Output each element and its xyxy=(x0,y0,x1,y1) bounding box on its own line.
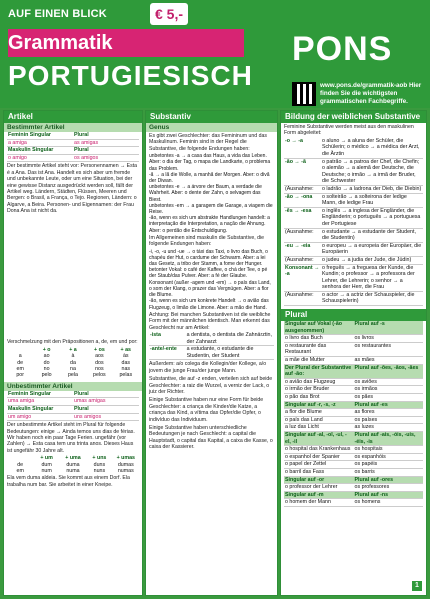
table-row: (Ausnahme: o judeu → a judia der Jude, die Jüdin) xyxy=(284,257,423,265)
list-item: -i, -o, -u und -ue → o táxi das Taxi, o livro das Buch, o chapéu der Hut, o cardume der Schwarm. Aber: a lei das Gesetz, a tribo der Stamm, a fome der Hunger. xyxy=(149,248,268,268)
table-row: a amiga as amigas xyxy=(7,140,139,148)
masculine-endings-list xyxy=(146,249,277,311)
artikel-column xyxy=(3,110,143,596)
unbestimmt-usage-text: Der unbestimmte Artikel steht im Plural für folgende Bedeutungen: einige → Ainda temos uns dias de férias. Wir haben noch ein paar Tage Ferien. ungefähr (vor Zahlen) → Esta casa tem uns trinta anos. Dieses Haus ist ungefähr 30 Jahre alt. xyxy=(7,422,135,454)
table-row: Konsonant → -a o freguês → a freguesa der Kunde, die Kundin; o professor → a professora der Lehrer, die Lehrerin; o senhor → a senhora der Herr, die Frau xyxy=(284,265,423,292)
pons-logo: PONS xyxy=(292,30,393,68)
ista-table xyxy=(146,332,277,360)
table-row: -ão → -ã o patrão → a patroa der Chef, die Chefin; o alemão → a alemã der Deutsche, die Deutsche; o irmão → a irmã der Bruder, die Schwester xyxy=(284,159,423,186)
book-subtitle: Grammatik xyxy=(8,29,244,57)
series-title: AUF EINEN BLICK xyxy=(8,8,107,20)
list-item: unbetontes -a → a casa das Haus, a vida das Leben. Aber: o dia der Tag, o mapa die Landkarte, o problema das Problem. xyxy=(149,153,271,172)
plural-header: Plural xyxy=(281,309,426,321)
table-row: Singular auf -r, -s, -z Plural auf -es xyxy=(284,402,423,410)
table-row: a mãe die Mutter as mães xyxy=(284,357,423,365)
list-item: -ão, wenn es sich um konkrete Handelt → o avião das Flugzeug, o limão die Limone. Aber: a mão die Hand. xyxy=(149,298,269,311)
table-row: Maskulin Singular Plural xyxy=(7,147,139,155)
bestimmt-usage-text: Der bestimmte Artikel steht vor: Personennamen → Esta é a Ana. Das ist Ana. Handelt es sich aber um fremde und unbekannte Leute, oder um eine Situation, bei der eine gewisse Distanz ausgedrückt werden soll, fällt der Artikel weg. Ländern, Städten, Flüssen, Meeren und Bergen: o Brasil, a França, o Tejo. Regionen, Ländern: o Algarve, a Beira. Personen- und Eigennamen: der Frau Dona Ana ist nicht da. xyxy=(7,163,138,215)
bestimmt-table xyxy=(4,132,142,162)
table-row: Singular auf -or Plural auf -ores xyxy=(284,477,423,485)
single-form-text: Einige Substantive haben nur eine Form für beide Geschlechter: a criança die Kinder/die Katze, a criança das Kind, a vítima das Opfer/die Opfer, o indivíduo das Individuum. xyxy=(149,397,264,423)
list-item: -ão, wenn es sich um abstrakte Handlungen handelt: a interpretação die Interpretation, a nação die Ahnung. Aber: o perdão die Entschuldigung. xyxy=(149,215,270,234)
promo-text: www.pons.de/grammatik-aob Hier finden Sie die wichtigsten grammatischen Fachbegriffe. xyxy=(320,82,422,105)
table-row: (Ausnahme: o ladrão → a ladrona der Dieb, die Diebin) xyxy=(285,185,422,192)
table-row: -ão → -ona o solteirão → a solteirona der ledige Mann, die ledige Frau xyxy=(284,194,423,208)
table-row: o país das Land os países xyxy=(284,417,423,425)
table-row: o hospital das Krankenhaus os hospitais xyxy=(284,446,423,454)
table-row: (Ausnahme: o actor → a actriz der Schauspieler, die Schauspielerin) xyxy=(284,292,423,306)
feminine-formation-header: Bildung der weiblichen Substantive xyxy=(281,111,426,123)
plural-table xyxy=(281,321,426,507)
table-row: o amigo os amigos xyxy=(7,155,139,163)
feminine-endings-list xyxy=(146,153,277,234)
qr-code-icon xyxy=(292,82,316,106)
list-item: Konsonant (außer -agem und -em) → o país das Land, o som der Klang, o prazer das Vergnügen. Aber: a flor die Blume. xyxy=(149,279,271,299)
table-row: Singular auf -m Plural auf -ns xyxy=(284,492,423,500)
genus-header: Genus xyxy=(146,123,277,132)
table-row: a flor die Blume as flores xyxy=(284,409,423,417)
table-row: o restaurante das Restaurant os restaurantes xyxy=(284,343,423,357)
table-row: o avião das Flugzeug os aviões xyxy=(284,379,423,387)
list-item: betonter Vokal: o café der Kaffee, o chá der Tee, o pé der Staub/das Pulver. Aber: a fé der Glaube. xyxy=(149,267,268,280)
table-row: o papel der Zettel os papéis xyxy=(284,461,423,469)
table-row: -eu → -eia o europeu → a europeia der Europäer, die Europäerin xyxy=(285,242,422,256)
table-row: o pão das Brot os pães xyxy=(284,394,423,402)
formation-table xyxy=(281,138,426,306)
footer-example-text: Ela vem duma aldeia. Sie kommt aus einem Dorf. Ela trabalha num bar. Sie arbeitet in einer Kneipe. xyxy=(7,475,130,488)
table-row: uma amiga umas amigas xyxy=(7,398,139,406)
table-row: -ês → -esa o inglês → a inglesa der Engländer, die Engländerin; o português → a portuguesa der Portugiese xyxy=(284,208,423,229)
unbestimmter-artikel-header: Unbestimmter Artikel xyxy=(4,382,142,391)
meaning-text: Einige Substantive haben unterschiedliche Bedeutungen je nach Geschlecht: a capital die Hauptstadt, o capital das Kapital, a caixa die Kasse, o caixa der Kassierer. xyxy=(149,424,273,451)
genus-intro-text: Es gibt zwei Geschlechter: das Femininum und das Maskulinum. Feminin sind in der Regel die Substantive, die folgende Endungen haben: xyxy=(149,133,267,152)
page-header xyxy=(0,0,430,108)
table-row: -ista a dentista, o dentista die Zahnärztin, der Zahnarzt xyxy=(149,332,274,346)
ausserdem-text: Außerdem: a/o colega die Kollegin/der Kollege, a/o jovem die junge Frau/der junge Mann. xyxy=(149,361,267,374)
book-title: PORTUGIESISCH xyxy=(8,60,253,91)
page-number: 1 xyxy=(412,581,422,591)
achtung-text: Achtung: Bei manchen Substantiven ist die weibliche Form mit der männlichen identisch. Man erkennt das Geschlecht nur am Artikel: xyxy=(149,311,271,331)
table-row: o professor der Lehrer os professores xyxy=(284,484,423,492)
table-row: o barril das Fass os barris xyxy=(284,469,423,477)
contraction-text: Verschmelzung mit den Präpositionen a, de, em und por: xyxy=(7,339,138,346)
contraction-grid-2: + um + uma + uns + umas de dum duma duns dumas em num numa nuns numas xyxy=(16,455,135,475)
bestimmter-artikel-header: Bestimmter Artikel xyxy=(4,123,142,132)
table-row: o homem der Mann os homens xyxy=(284,499,423,507)
table-row: Singular auf Vokal (-ão ausgenommen) Plural auf -s xyxy=(284,321,423,335)
table-row: o livro das Buch os livros xyxy=(284,335,423,343)
z-ending-text: Substantive, die auf -z enden, verteilen sich auf beide Geschlechter: a raiz die Wurzel, a verniz der Lack, o juiz der Richter. xyxy=(149,376,273,395)
table-row: Singular auf -al, -ol, -ul, -el, -il Plural auf -ais, -óis, -uis, -éis, -is xyxy=(284,432,423,446)
list-item: -ã → a lã die Wolle, a manhã der Morgen. Aber: o divã der Diwan. xyxy=(149,171,270,185)
table-row: o espanhol der Spanier os espanhóis xyxy=(284,454,423,462)
list-item: unbetontes -e → a árvore der Baum, a verdade die Wahrheit. Aber: o dente der Zahn, o selvagem das Biest. xyxy=(149,184,262,203)
table-row: um amigo uns amigos xyxy=(7,414,139,422)
price-badge: € 5,- xyxy=(150,3,188,25)
substantiv-header: Substantiv xyxy=(146,111,277,123)
table-row: -ante/-ente a estudante, o estudante die Studentin, der Student xyxy=(149,346,274,360)
substantiv-column xyxy=(145,110,278,596)
table-row: (Ausnahme: o estudante → a estudante der Student, die Studentin) xyxy=(284,229,423,243)
table-row: Maskulin Singular Plural xyxy=(7,406,139,414)
formation-intro: Feminine Substantive werden meist aus den maskulinen Form abgeleitet: xyxy=(284,124,414,137)
contraction-grid: + o + a + os + as a ao à aos às de do da dos das em no na nos nas por pelo pela pelos pelas xyxy=(16,346,133,379)
masculine-intro-text: Im Allgemeinen sind maskulin die Substantive, die folgende Endungen haben: xyxy=(149,234,265,248)
table-row: o irmão der Bruder os irmãos xyxy=(284,386,423,394)
feminine-formation-column xyxy=(280,110,427,596)
unbestimmt-table xyxy=(4,391,142,421)
table-row: Feminin Singular Plural xyxy=(7,391,139,399)
list-item: unbetontes -em → a garagem die Garage, a viagem die Reise. xyxy=(149,202,273,216)
table-row: Feminin Singular Plural xyxy=(7,132,139,140)
artikel-header: Artikel xyxy=(4,111,142,123)
table-row: -o → -a o aluno → a aluna der Schüler, die Schülerin; o médico → a médica der Arzt, die Ärztin xyxy=(284,138,423,159)
table-row: a luz das Licht as luzes xyxy=(284,424,423,432)
table-row: Der Plural der Substantive auf -ão: Plural auf -ões, -ãos, -ães xyxy=(284,365,423,379)
